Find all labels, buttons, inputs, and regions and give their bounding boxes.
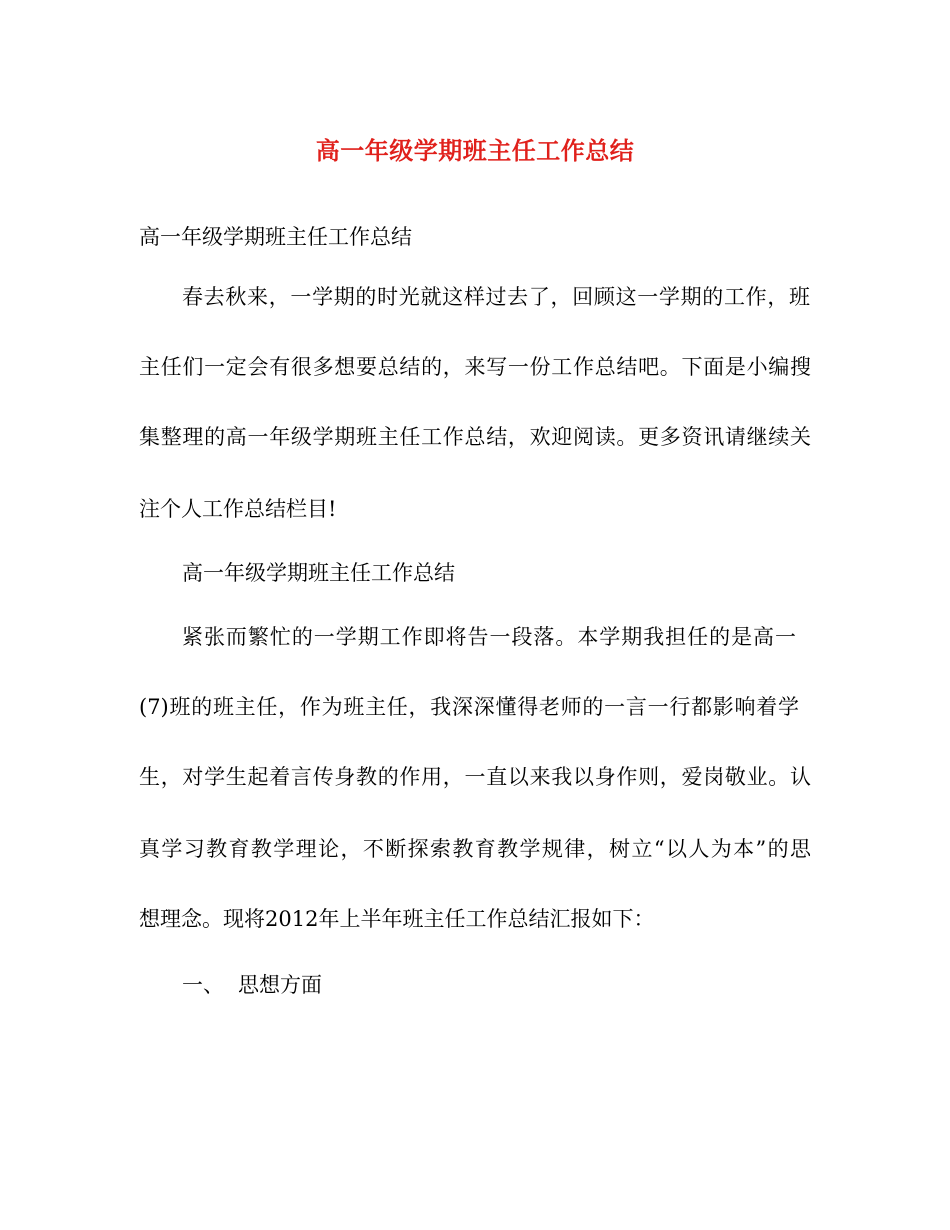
intro-line-3: 集整理的高一年级学期班主任工作总结，欢迎阅读。更多资讯请继续关 [139,425,811,449]
body-line-4: 真学习教育教学理论，不断探索教育教学规律，树立“以人为本”的思 [139,837,811,861]
body-line-1: 紧张而繁忙的一学期工作即将告一段落。本学期我担任的是高一 [182,625,796,649]
document-title: 高一年级学期班主任工作总结 [315,136,635,165]
section-heading: 高一年级学期班主任工作总结 [182,561,455,585]
section-number: 一、 [182,973,224,997]
body-line-2: (7)班的班主任，作为班主任，我深深懂得老师的一言一行都影响着学 [139,695,799,719]
section-one-heading [182,970,322,1000]
body-line-3: 生，对学生起着言传身教的作用，一直以来我以身作则，爱岗敬业。认 [139,765,811,789]
intro-line-4: 注个人工作总结栏目! [139,497,337,521]
document-subtitle: 高一年级学期班主任工作总结 [139,225,412,249]
body-line-5: 想理念。现将2012年上半年班主任工作总结汇报如下： [139,907,655,931]
intro-line-1: 春去秋来，一学期的时光就这样过去了，回顾这一学期的工作，班 [182,285,810,309]
section-title: 思想方面 [238,973,322,997]
intro-line-2: 主任们一定会有很多想要总结的，来写一份工作总结吧。下面是小编搜 [139,355,811,379]
